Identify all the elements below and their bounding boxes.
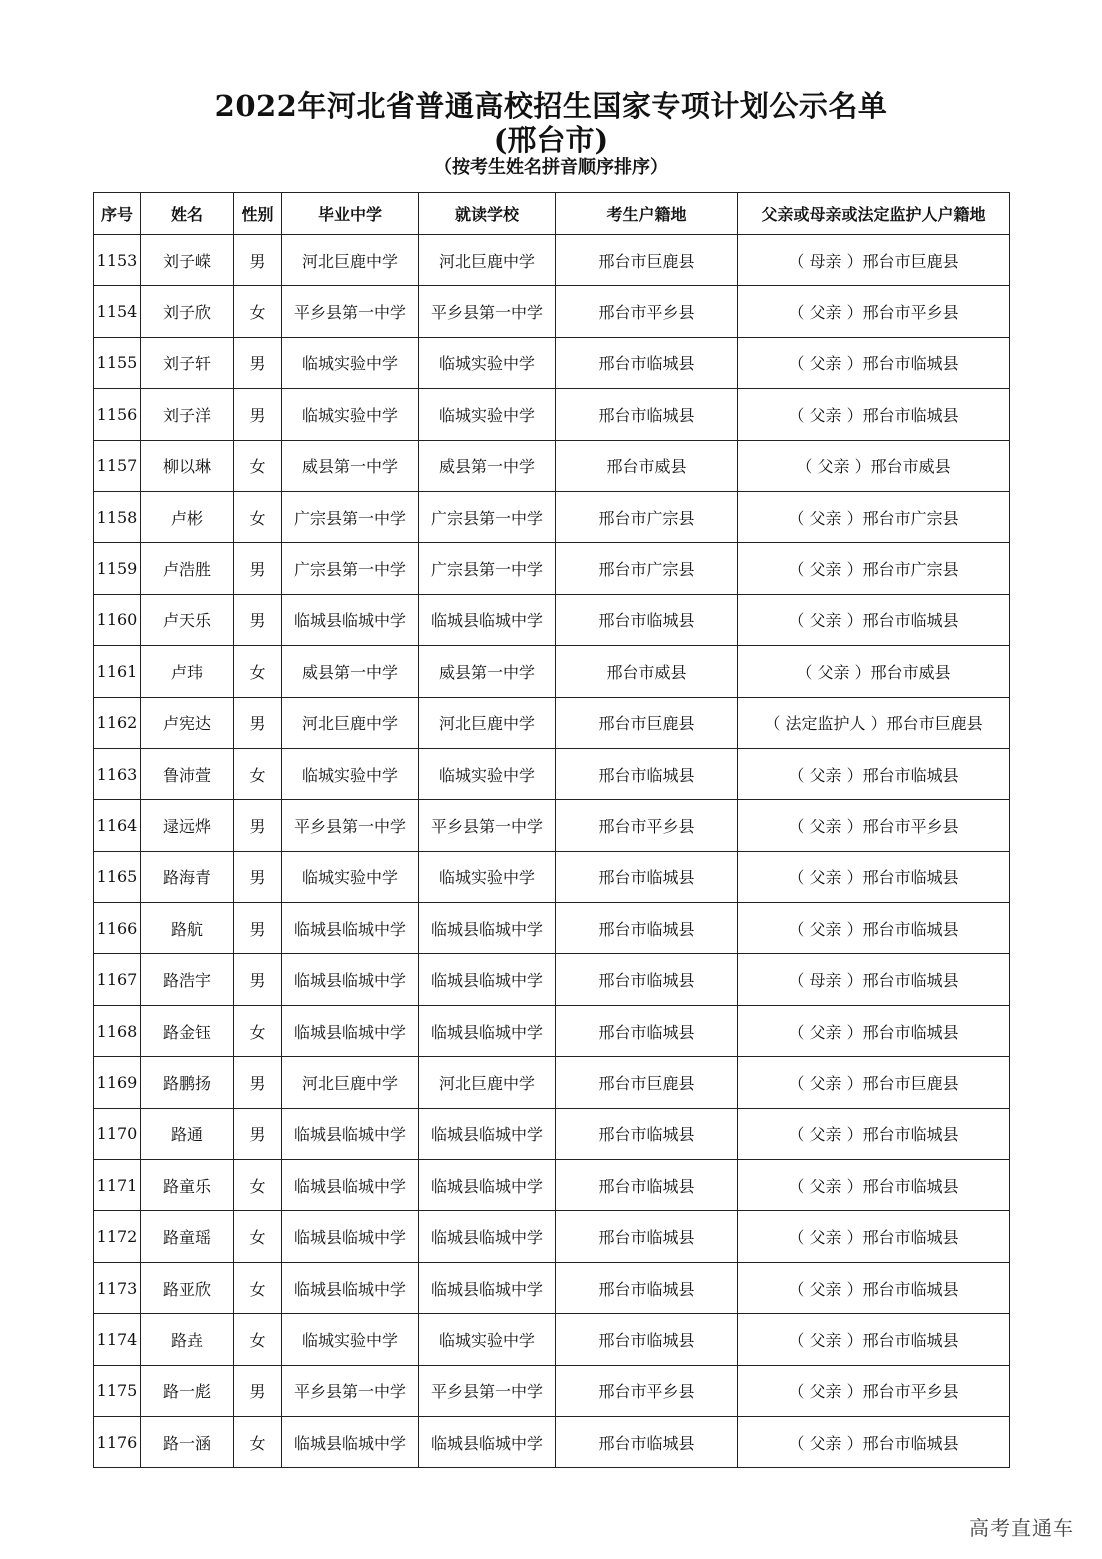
cell-graduation-school: 威县第一中学 bbox=[282, 440, 419, 491]
cell-seq: 1168 bbox=[94, 1005, 141, 1056]
cell-name: 路一涵 bbox=[141, 1416, 234, 1467]
cell-graduation-school: 临城实验中学 bbox=[282, 1314, 419, 1365]
cell-gender: 男 bbox=[234, 337, 282, 388]
table-row bbox=[94, 337, 1010, 388]
table-row bbox=[94, 440, 1010, 491]
table-row bbox=[94, 1365, 1010, 1416]
cell-guardian-registration: （ 父亲 ）邢台市平乡县 bbox=[738, 1365, 1010, 1416]
cell-name: 路通 bbox=[141, 1108, 234, 1159]
cell-gender: 男 bbox=[234, 1365, 282, 1416]
cell-household-registration: 邢台市临城县 bbox=[556, 903, 738, 954]
cell-name: 路童乐 bbox=[141, 1160, 234, 1211]
roster-table bbox=[93, 192, 1010, 1468]
cell-name: 卢彬 bbox=[141, 491, 234, 542]
cell-household-registration: 邢台市临城县 bbox=[556, 1108, 738, 1159]
table-row bbox=[94, 1211, 1010, 1262]
cell-name: 刘子嵘 bbox=[141, 235, 234, 286]
cell-gender: 女 bbox=[234, 491, 282, 542]
cell-graduation-school: 威县第一中学 bbox=[282, 646, 419, 697]
cell-graduation-school: 广宗县第一中学 bbox=[282, 491, 419, 542]
cell-seq: 1154 bbox=[94, 286, 141, 337]
table-row bbox=[94, 1314, 1010, 1365]
header-graduation-school: 毕业中学 bbox=[282, 193, 419, 235]
cell-graduation-school: 临城县临城中学 bbox=[282, 1416, 419, 1467]
header-seq: 序号 bbox=[94, 193, 141, 235]
cell-gender: 男 bbox=[234, 1108, 282, 1159]
cell-guardian-registration: （ 父亲 ）邢台市临城县 bbox=[738, 903, 1010, 954]
cell-gender: 女 bbox=[234, 440, 282, 491]
cell-name: 路浩宇 bbox=[141, 954, 234, 1005]
header-household-registration: 考生户籍地 bbox=[556, 193, 738, 235]
cell-guardian-registration: （ 父亲 ）邢台市临城县 bbox=[738, 1160, 1010, 1211]
cell-household-registration: 邢台市临城县 bbox=[556, 748, 738, 799]
cell-household-registration: 邢台市巨鹿县 bbox=[556, 697, 738, 748]
cell-seq: 1164 bbox=[94, 800, 141, 851]
cell-name: 路海青 bbox=[141, 851, 234, 902]
table-row bbox=[94, 1057, 1010, 1108]
cell-guardian-registration: （ 母亲 ）邢台市巨鹿县 bbox=[738, 235, 1010, 286]
cell-gender: 男 bbox=[234, 954, 282, 1005]
cell-graduation-school: 临城县临城中学 bbox=[282, 1211, 419, 1262]
table-row bbox=[94, 851, 1010, 902]
cell-guardian-registration: （ 父亲 ）邢台市临城县 bbox=[738, 851, 1010, 902]
cell-current-school: 河北巨鹿中学 bbox=[419, 235, 556, 286]
table-row bbox=[94, 1262, 1010, 1313]
cell-seq: 1167 bbox=[94, 954, 141, 1005]
cell-graduation-school: 河北巨鹿中学 bbox=[282, 235, 419, 286]
table-row bbox=[94, 594, 1010, 645]
cell-household-registration: 邢台市巨鹿县 bbox=[556, 235, 738, 286]
sort-note: （按考生姓名拼音顺序排序） bbox=[434, 157, 668, 178]
cell-seq: 1166 bbox=[94, 903, 141, 954]
cell-graduation-school: 河北巨鹿中学 bbox=[282, 697, 419, 748]
cell-household-registration: 邢台市威县 bbox=[556, 646, 738, 697]
cell-guardian-registration: （ 父亲 ）邢台市巨鹿县 bbox=[738, 1057, 1010, 1108]
cell-guardian-registration: （ 母亲 ）邢台市临城县 bbox=[738, 954, 1010, 1005]
cell-guardian-registration: （ 父亲 ）邢台市平乡县 bbox=[738, 800, 1010, 851]
cell-household-registration: 邢台市临城县 bbox=[556, 954, 738, 1005]
cell-seq: 1161 bbox=[94, 646, 141, 697]
cell-household-registration: 邢台市临城县 bbox=[556, 1314, 738, 1365]
cell-guardian-registration: （ 父亲 ）邢台市临城县 bbox=[738, 337, 1010, 388]
table-row bbox=[94, 235, 1010, 286]
cell-graduation-school: 平乡县第一中学 bbox=[282, 286, 419, 337]
cell-guardian-registration: （ 父亲 ）邢台市临城县 bbox=[738, 1262, 1010, 1313]
cell-household-registration: 邢台市临城县 bbox=[556, 594, 738, 645]
cell-name: 路亚欣 bbox=[141, 1262, 234, 1313]
cell-current-school: 威县第一中学 bbox=[419, 440, 556, 491]
cell-seq: 1159 bbox=[94, 543, 141, 594]
cell-seq: 1156 bbox=[94, 389, 141, 440]
table-row bbox=[94, 286, 1010, 337]
cell-gender: 男 bbox=[234, 1057, 282, 1108]
cell-current-school: 广宗县第一中学 bbox=[419, 543, 556, 594]
table-row bbox=[94, 903, 1010, 954]
cell-household-registration: 邢台市临城县 bbox=[556, 1005, 738, 1056]
cell-seq: 1165 bbox=[94, 851, 141, 902]
cell-current-school: 临城实验中学 bbox=[419, 1314, 556, 1365]
table-row bbox=[94, 491, 1010, 542]
cell-household-registration: 邢台市临城县 bbox=[556, 1262, 738, 1313]
cell-gender: 女 bbox=[234, 1416, 282, 1467]
cell-graduation-school: 临城县临城中学 bbox=[282, 1108, 419, 1159]
cell-name: 路航 bbox=[141, 903, 234, 954]
cell-gender: 男 bbox=[234, 389, 282, 440]
cell-household-registration: 邢台市临城县 bbox=[556, 389, 738, 440]
cell-current-school: 临城县临城中学 bbox=[419, 1262, 556, 1313]
cell-seq: 1176 bbox=[94, 1416, 141, 1467]
header-guardian-registration: 父亲或母亲或法定监护人户籍地 bbox=[738, 193, 1010, 235]
cell-seq: 1174 bbox=[94, 1314, 141, 1365]
table-row bbox=[94, 1416, 1010, 1467]
cell-current-school: 河北巨鹿中学 bbox=[419, 697, 556, 748]
document-title: 2022年河北省普通高校招生国家专项计划公示名单 bbox=[214, 89, 888, 123]
cell-gender: 男 bbox=[234, 235, 282, 286]
cell-name: 路童瑶 bbox=[141, 1211, 234, 1262]
cell-seq: 1155 bbox=[94, 337, 141, 388]
cell-current-school: 临城实验中学 bbox=[419, 389, 556, 440]
cell-current-school: 临城县临城中学 bbox=[419, 1005, 556, 1056]
header-name: 姓名 bbox=[141, 193, 234, 235]
cell-gender: 女 bbox=[234, 1211, 282, 1262]
cell-name: 卢玮 bbox=[141, 646, 234, 697]
cell-current-school: 平乡县第一中学 bbox=[419, 1365, 556, 1416]
cell-graduation-school: 临城县临城中学 bbox=[282, 903, 419, 954]
cell-name: 路金钰 bbox=[141, 1005, 234, 1056]
cell-current-school: 威县第一中学 bbox=[419, 646, 556, 697]
table-row bbox=[94, 543, 1010, 594]
cell-guardian-registration: （ 父亲 ）邢台市临城县 bbox=[738, 594, 1010, 645]
cell-name: 卢宪达 bbox=[141, 697, 234, 748]
cell-graduation-school: 河北巨鹿中学 bbox=[282, 1057, 419, 1108]
cell-graduation-school: 临城实验中学 bbox=[282, 748, 419, 799]
cell-guardian-registration: （ 法定监护人 ）邢台市巨鹿县 bbox=[738, 697, 1010, 748]
cell-seq: 1163 bbox=[94, 748, 141, 799]
cell-seq: 1153 bbox=[94, 235, 141, 286]
cell-gender: 女 bbox=[234, 1314, 282, 1365]
cell-graduation-school: 临城县临城中学 bbox=[282, 954, 419, 1005]
cell-graduation-school: 平乡县第一中学 bbox=[282, 1365, 419, 1416]
cell-graduation-school: 临城实验中学 bbox=[282, 851, 419, 902]
cell-seq: 1157 bbox=[94, 440, 141, 491]
cell-seq: 1173 bbox=[94, 1262, 141, 1313]
cell-seq: 1162 bbox=[94, 697, 141, 748]
cell-graduation-school: 临城县临城中学 bbox=[282, 1160, 419, 1211]
watermark-text: 高考直通车 bbox=[969, 1516, 1074, 1540]
cell-current-school: 平乡县第一中学 bbox=[419, 800, 556, 851]
cell-household-registration: 邢台市临城县 bbox=[556, 1211, 738, 1262]
cell-seq: 1160 bbox=[94, 594, 141, 645]
cell-household-registration: 邢台市临城县 bbox=[556, 851, 738, 902]
cell-current-school: 临城县临城中学 bbox=[419, 1211, 556, 1262]
cell-graduation-school: 平乡县第一中学 bbox=[282, 800, 419, 851]
cell-seq: 1170 bbox=[94, 1108, 141, 1159]
cell-name: 卢浩胜 bbox=[141, 543, 234, 594]
cell-current-school: 临城县临城中学 bbox=[419, 1416, 556, 1467]
cell-current-school: 临城实验中学 bbox=[419, 748, 556, 799]
cell-name: 鲁沛萱 bbox=[141, 748, 234, 799]
cell-seq: 1171 bbox=[94, 1160, 141, 1211]
header-current-school: 就读学校 bbox=[419, 193, 556, 235]
cell-gender: 男 bbox=[234, 851, 282, 902]
cell-household-registration: 邢台市巨鹿县 bbox=[556, 1057, 738, 1108]
cell-name: 卢天乐 bbox=[141, 594, 234, 645]
cell-household-registration: 邢台市平乡县 bbox=[556, 1365, 738, 1416]
cell-gender: 女 bbox=[234, 1160, 282, 1211]
cell-name: 路垚 bbox=[141, 1314, 234, 1365]
table-row bbox=[94, 800, 1010, 851]
header-gender: 性别 bbox=[234, 193, 282, 235]
cell-gender: 女 bbox=[234, 748, 282, 799]
table-row bbox=[94, 1108, 1010, 1159]
cell-gender: 女 bbox=[234, 286, 282, 337]
cell-seq: 1169 bbox=[94, 1057, 141, 1108]
cell-guardian-registration: （ 父亲 ）邢台市威县 bbox=[738, 646, 1010, 697]
cell-seq: 1158 bbox=[94, 491, 141, 542]
cell-graduation-school: 临城县临城中学 bbox=[282, 594, 419, 645]
table-header-row bbox=[94, 193, 1010, 235]
document-subtitle: (邢台市) bbox=[493, 123, 609, 157]
cell-guardian-registration: （ 父亲 ）邢台市临城县 bbox=[738, 1314, 1010, 1365]
cell-current-school: 临城实验中学 bbox=[419, 337, 556, 388]
cell-gender: 女 bbox=[234, 1005, 282, 1056]
table-row bbox=[94, 646, 1010, 697]
cell-name: 刘子轩 bbox=[141, 337, 234, 388]
cell-guardian-registration: （ 父亲 ）邢台市临城县 bbox=[738, 1211, 1010, 1262]
cell-gender: 男 bbox=[234, 543, 282, 594]
cell-seq: 1172 bbox=[94, 1211, 141, 1262]
table-body bbox=[94, 235, 1010, 1468]
cell-guardian-registration: （ 父亲 ）邢台市临城县 bbox=[738, 1108, 1010, 1159]
cell-current-school: 临城县临城中学 bbox=[419, 1160, 556, 1211]
cell-household-registration: 邢台市广宗县 bbox=[556, 543, 738, 594]
cell-current-school: 广宗县第一中学 bbox=[419, 491, 556, 542]
cell-guardian-registration: （ 父亲 ）邢台市临城县 bbox=[738, 1005, 1010, 1056]
cell-name: 柳以琳 bbox=[141, 440, 234, 491]
cell-graduation-school: 临城实验中学 bbox=[282, 389, 419, 440]
cell-current-school: 临城县临城中学 bbox=[419, 954, 556, 1005]
cell-household-registration: 邢台市临城县 bbox=[556, 337, 738, 388]
table-row bbox=[94, 697, 1010, 748]
cell-guardian-registration: （ 父亲 ）邢台市临城县 bbox=[738, 748, 1010, 799]
cell-guardian-registration: （ 父亲 ）邢台市广宗县 bbox=[738, 543, 1010, 594]
cell-household-registration: 邢台市平乡县 bbox=[556, 800, 738, 851]
cell-current-school: 平乡县第一中学 bbox=[419, 286, 556, 337]
cell-graduation-school: 临城县临城中学 bbox=[282, 1262, 419, 1313]
cell-gender: 男 bbox=[234, 697, 282, 748]
table-row bbox=[94, 954, 1010, 1005]
cell-guardian-registration: （ 父亲 ）邢台市临城县 bbox=[738, 1416, 1010, 1467]
cell-household-registration: 邢台市广宗县 bbox=[556, 491, 738, 542]
cell-household-registration: 邢台市临城县 bbox=[556, 1160, 738, 1211]
cell-guardian-registration: （ 父亲 ）邢台市威县 bbox=[738, 440, 1010, 491]
cell-household-registration: 邢台市威县 bbox=[556, 440, 738, 491]
cell-household-registration: 邢台市平乡县 bbox=[556, 286, 738, 337]
table-row bbox=[94, 389, 1010, 440]
table-row bbox=[94, 748, 1010, 799]
cell-guardian-registration: （ 父亲 ）邢台市广宗县 bbox=[738, 491, 1010, 542]
cell-guardian-registration: （ 父亲 ）邢台市平乡县 bbox=[738, 286, 1010, 337]
cell-current-school: 河北巨鹿中学 bbox=[419, 1057, 556, 1108]
table-row bbox=[94, 1160, 1010, 1211]
cell-graduation-school: 广宗县第一中学 bbox=[282, 543, 419, 594]
cell-current-school: 临城县临城中学 bbox=[419, 903, 556, 954]
cell-name: 逯远烨 bbox=[141, 800, 234, 851]
cell-gender: 女 bbox=[234, 646, 282, 697]
cell-gender: 男 bbox=[234, 903, 282, 954]
cell-name: 刘子洋 bbox=[141, 389, 234, 440]
cell-gender: 女 bbox=[234, 1262, 282, 1313]
cell-seq: 1175 bbox=[94, 1365, 141, 1416]
cell-current-school: 临城县临城中学 bbox=[419, 594, 556, 645]
cell-name: 刘子欣 bbox=[141, 286, 234, 337]
cell-name: 路一彪 bbox=[141, 1365, 234, 1416]
cell-graduation-school: 临城实验中学 bbox=[282, 337, 419, 388]
cell-gender: 男 bbox=[234, 594, 282, 645]
cell-current-school: 临城实验中学 bbox=[419, 851, 556, 902]
cell-current-school: 临城县临城中学 bbox=[419, 1108, 556, 1159]
table-row bbox=[94, 1005, 1010, 1056]
cell-gender: 男 bbox=[234, 800, 282, 851]
cell-guardian-registration: （ 父亲 ）邢台市临城县 bbox=[738, 389, 1010, 440]
cell-household-registration: 邢台市临城县 bbox=[556, 1416, 738, 1467]
cell-name: 路鹏扬 bbox=[141, 1057, 234, 1108]
cell-graduation-school: 临城县临城中学 bbox=[282, 1005, 419, 1056]
